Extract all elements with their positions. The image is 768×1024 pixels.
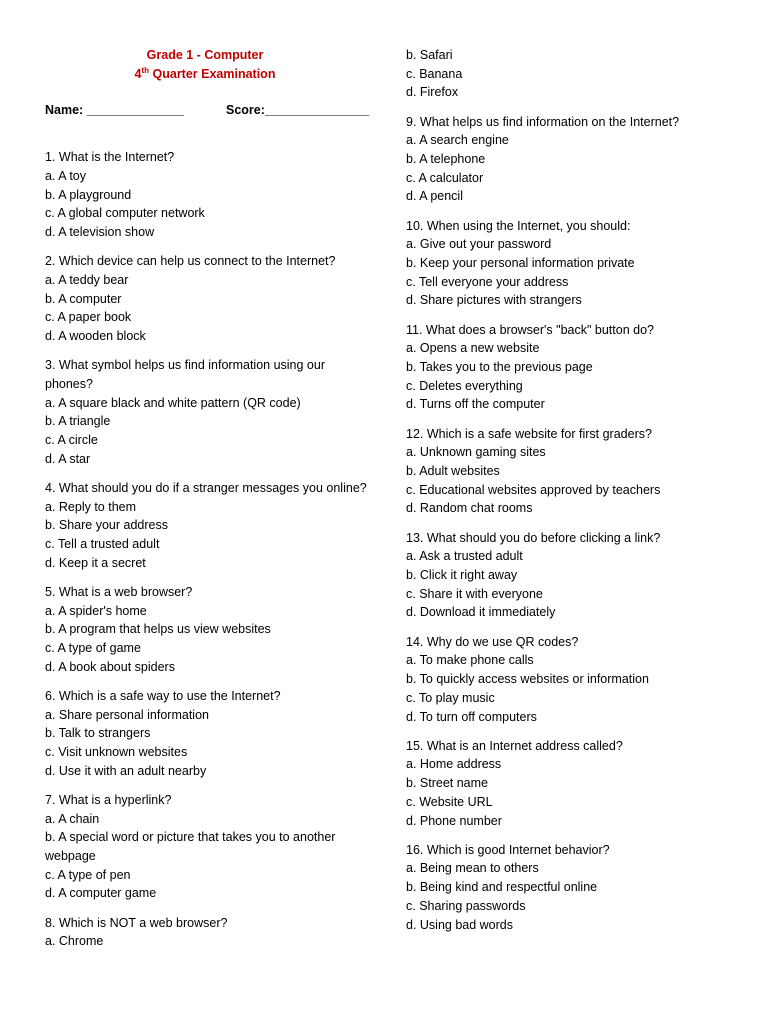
answer-option[interactable]: a. Share personal information [45,707,209,722]
answer-option[interactable]: a. A toy [45,168,87,183]
question-text: 6. Which is a safe way to use the Internet? [45,688,281,703]
answer-option[interactable]: a. A spider's home [45,603,147,618]
question-text: 10. When using the Internet, you should: [406,218,631,233]
answer-option[interactable]: c. A type of game [45,640,141,655]
question-1 [45,148,375,242]
answer-option[interactable]: d. A star [45,451,91,466]
question-text: 3. What symbol helps us find information using our phones? [45,358,325,391]
exam-header [45,46,365,83]
answer-option[interactable]: a. Ask a trusted adult [406,549,523,564]
answer-option[interactable]: b. Share your address [45,518,168,533]
question-10 [406,217,751,311]
score-field[interactable]: Score:_______________ [226,103,370,118]
answer-option[interactable]: d. Firefox [406,85,459,100]
answer-option[interactable]: d. Phone number [406,813,502,828]
answer-option[interactable]: a. Give out your password [406,237,552,252]
question-8 [45,914,375,951]
question-4 [45,479,375,573]
question-5 [45,583,375,677]
question-text: 4. What should you do if a stranger messages you online? [45,480,367,495]
answer-option[interactable]: b. Street name [406,776,488,791]
answer-option[interactable]: c. A calculator [406,170,484,185]
question-11 [406,321,751,415]
answer-option[interactable]: c. A circle [45,432,98,447]
left-column [45,46,375,951]
answer-option[interactable]: d. Share pictures with strangers [406,293,582,308]
answer-option[interactable]: d. A wooden block [45,328,146,343]
answer-option[interactable]: b. Keep your personal information private [406,256,635,271]
answer-option[interactable]: c. Visit unknown websites [45,744,188,759]
answer-option[interactable]: d. To turn off computers [406,709,537,724]
exam-title: Grade 1 - Computer [146,48,264,62]
answer-option[interactable]: b. Safari [406,48,453,62]
answer-option[interactable]: b. Adult websites [406,464,500,479]
answer-option[interactable]: d. Use it with an adult nearby [45,763,207,778]
question-text: 13. What should you do before clicking a link? [406,530,661,545]
answer-option[interactable]: d. Using bad words [406,917,514,932]
answer-option[interactable]: b. Being kind and respectful online [406,880,598,895]
answer-option[interactable]: b. A triangle [45,414,111,429]
answer-option[interactable]: d. A pencil [406,189,463,204]
answer-option[interactable]: d. Download it immediately [406,605,556,620]
question-3 [45,356,375,468]
question-13 [406,529,751,623]
name-field[interactable]: Name: ______________ [45,103,185,118]
question-text: 9. What helps us find information on the Internet? [406,114,680,129]
answer-option[interactable]: d. A book about spiders [45,659,175,674]
quarter-number: 4 [134,66,142,81]
question-text: 11. What does a browser's "back" button do? [406,322,654,337]
question-2 [45,252,375,346]
quarter-suffix: th [141,65,150,75]
answer-option[interactable]: b. A playground [45,187,132,202]
exam-subtitle [45,65,365,84]
answer-option[interactable]: a. Unknown gaming sites [406,445,546,460]
question-15 [406,737,751,831]
answer-option[interactable]: c. Share it with everyone [406,586,543,601]
answer-option[interactable]: b. A program that helps us view websites [45,622,271,637]
answer-option[interactable]: d. A television show [45,224,155,239]
question-12 [406,425,751,519]
answer-option[interactable]: c. Sharing passwords [406,898,526,913]
answer-option[interactable]: c. Banana [406,66,463,81]
answer-option[interactable]: c. Tell everyone your address [406,274,569,289]
answer-option[interactable]: c. Deletes everything [406,378,523,393]
answer-option[interactable]: a. A square black and white pattern (QR code) [45,395,301,410]
answer-option[interactable]: a. Chrome [45,934,104,949]
answer-option[interactable]: a. A teddy bear [45,272,129,287]
answer-option[interactable]: a. Being mean to others [406,861,539,876]
question-text: 8. Which is NOT a web browser? [45,915,228,930]
question-text: 15. What is an Internet address called? [406,738,623,753]
answer-option[interactable]: c. A paper book [45,310,132,325]
answer-option[interactable]: d. Turns off the computer [406,397,545,412]
answer-option[interactable]: d. Random chat rooms [406,501,533,516]
question-7 [45,791,375,903]
question-text: 7. What is a hyperlink? [45,792,172,807]
answer-option[interactable]: a. Reply to them [45,499,137,514]
question-14 [406,633,751,727]
answer-option[interactable]: a. To make phone calls [406,653,534,668]
question-text: 12. Which is a safe website for first graders? [406,426,652,441]
question-8-continued [406,46,751,102]
answer-option[interactable]: b. To quickly access websites or information [406,672,649,687]
answer-option[interactable]: c. Tell a trusted adult [45,536,160,551]
question-text: 16. Which is good Internet behavior? [406,842,610,857]
answer-option[interactable]: a. Opens a new website [406,341,540,356]
answer-option[interactable]: b. Click it right away [406,568,518,583]
answer-option[interactable]: a. A search engine [406,133,509,148]
answer-option[interactable]: b. A computer [45,291,122,306]
answer-option[interactable]: a. A chain [45,811,100,826]
answer-option[interactable]: c. A global computer network [45,206,205,221]
answer-option[interactable]: c. Website URL [406,794,493,809]
answer-option[interactable]: c. To play music [406,690,495,705]
answer-option[interactable]: b. A telephone [406,152,486,167]
name-score-row [45,101,375,120]
quarter-text: Quarter Examination [149,66,276,81]
answer-option[interactable]: c. Educational websites approved by teachers [406,482,661,497]
question-text: 14. Why do we use QR codes? [406,634,579,649]
answer-option[interactable]: b. Talk to strangers [45,726,151,741]
answer-option[interactable]: d. Keep it a secret [45,555,146,570]
answer-option[interactable]: a. Home address [406,757,502,772]
question-6 [45,687,375,781]
answer-option[interactable]: b. Takes you to the previous page [406,360,593,375]
question-16 [406,841,751,935]
answer-option[interactable]: c. A type of pen [45,867,131,882]
answer-option[interactable]: d. A computer game [45,886,157,901]
question-text: 5. What is a web browser? [45,584,193,599]
question-text: 2. Which device can help us connect to the Internet? [45,254,336,269]
question-text: 1. What is the Internet? [45,150,175,165]
answer-option[interactable]: b. A special word or picture that takes you to another webpage [45,830,336,863]
question-9 [406,113,751,207]
right-column [406,46,751,934]
